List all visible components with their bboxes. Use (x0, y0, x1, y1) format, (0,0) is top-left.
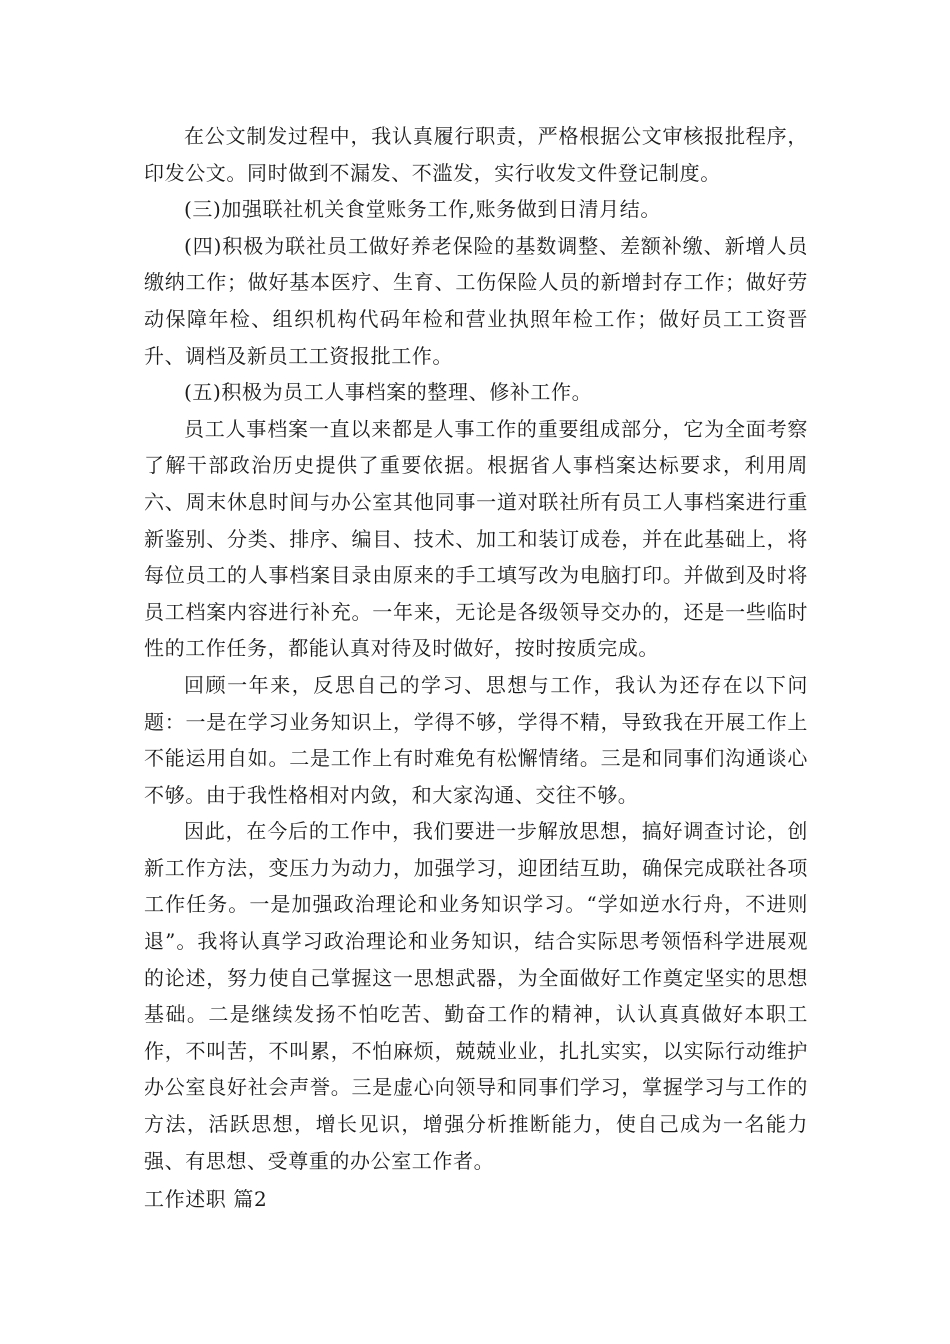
paragraph: 因此，在今后的工作中，我们要进一步解放思想，搞好调查讨论，创新工作方法，变压力为动力，加强学习，迎团结互助，确保完成联社各项工作任务。一是加强政治理论和业务知识学习。“学如逆水行舟，不进则退”。我将认真学习政治理论和业务知识，结合实际思考领悟科学进展观的论述，努力使自己掌握这一思想武器，为全面做好工作奠定坚实的思想基础。二是继续发扬不怕吃苦、勤奋工作的精神，认认真真做好本职工作，不叫苦，不叫累，不怕麻烦，兢兢业业，扎扎实实，以实际行动维护办公室良好社会声誉。三是虚心向领导和同事们学习，掌握学习与工作的方法，活跃思想，增长见识，增强分析推断能力，使自己成为一名能力强、有思想、受尊重的办公室工作者。 (144, 819, 808, 1173)
paragraph: (四)积极为联社员工做好养老保险的基数调整、差额补缴、新增人员缴纳工作；做好基本医疗、生育、工伤保险人员的新增封存工作；做好劳动保障年检、组织机构代码年检和营业执照年检工作；做好员工工资晋升、调档及新员工工资报批工作。 (144, 233, 808, 368)
paragraph: (五)积极为员工人事档案的整理、修补工作。 (184, 380, 593, 405)
paragraph: 回顾一年来，反思自己的学习、思想与工作，我认为还存在以下问题：一是在学习业务知识上，学得不够，学得不精，导致我在开展工作上不能运用自如。二是工作上有时难免有松懈情绪。三是和同事们沟通谈心不够。由于我性格相对内敛，和大家沟通、交往不够。 (144, 672, 808, 807)
paragraph: 员工人事档案一直以来都是人事工作的重要组成部分，它为全面考察了解干部政治历史提供了重要依据。根据省人事档案达标要求，利用周六、周末休息时间与办公室其他同事一道对联社所有员工人事档案进行重新鉴别、分类、排序、编目、技术、加工和装订成卷，并在此基础上，将每位员工的人事档案目录由原来的手工填写改为电脑打印。并做到及时将员工档案内容进行补充。一年来，无论是各级领导交办的，还是一些临时性的工作任务，都能认真对待及时做好，按时按质完成。 (144, 416, 808, 661)
paragraph: (三)加强联社机关食堂账务工作,账务做到日清月结。 (184, 197, 661, 222)
section-heading: 工作述职 篇2 (144, 1187, 268, 1212)
paragraph: 在公文制发过程中，我认真履行职责，严格根据公文审核报批程序，印发公文。同时做到不漏发、不滥发，实行收发文件登记制度。 (144, 124, 808, 185)
document-page (144, 118, 808, 1218)
